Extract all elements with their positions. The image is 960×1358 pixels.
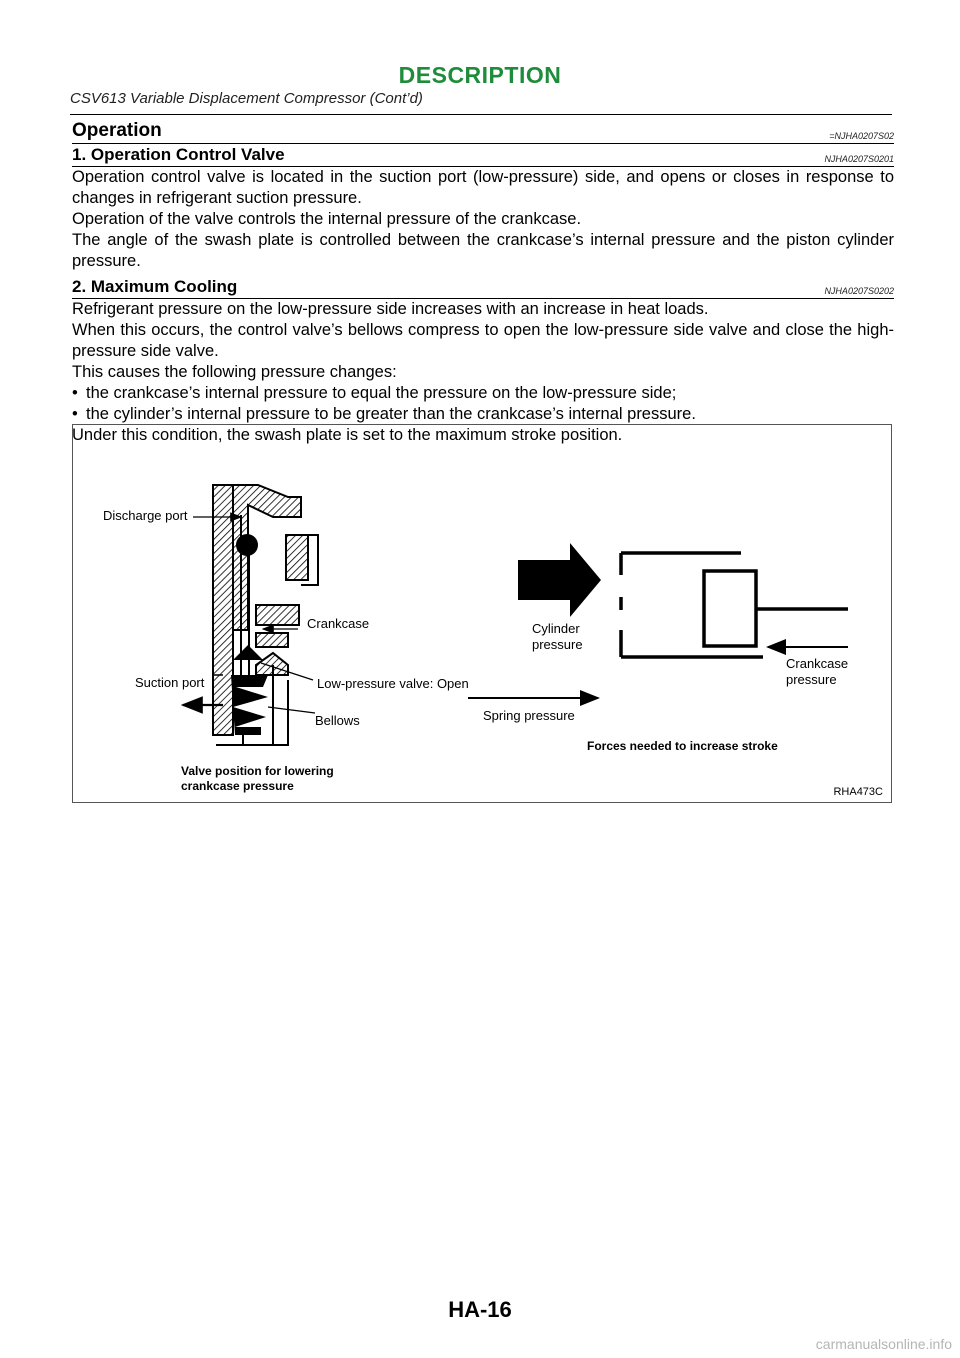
paragraph: Under this condition, the swash plate is set to the maximum stroke position. (72, 426, 623, 444)
footer-watermark: carmanualsonline.info (815, 1336, 952, 1352)
subsection-heading-1 (72, 144, 894, 167)
low-pressure-valve-label: Low-pressure valve: Open (317, 676, 469, 691)
subsection-ref-2: NJHA0207S0202 (824, 286, 894, 296)
paragraph: Refrigerant pressure on the low-pressure side increases with an increase in heat loads. (72, 300, 709, 318)
main-content (72, 119, 894, 446)
crankcase-pressure-label-2: pressure (786, 672, 837, 687)
spring-pressure-label: Spring pressure (483, 708, 575, 723)
bellows-leader (268, 707, 315, 713)
paragraph: When this occurs, the control valve’s bellows compress to open the low-pressure side valve and close the high-pressure side valve. (72, 321, 894, 360)
bullet-item (72, 404, 894, 425)
figure-code: RHA473C (833, 786, 883, 798)
valve-body (213, 485, 318, 745)
page-header (70, 62, 890, 107)
subsection-heading-2 (72, 276, 894, 299)
valve-diagram (73, 425, 891, 802)
crankcase-label: Crankcase (307, 616, 370, 631)
bullet-mark: • (72, 405, 78, 423)
cylinder (621, 553, 848, 657)
paragraph: Operation control valve is located in the suction port (low-pressure) side, and opens or closes in response to changes in refrigerant suction pressure. (72, 168, 894, 207)
header-subtitle: CSV613 Variable Displacement Compressor (Cont’d) (70, 90, 423, 107)
valve-caption-line2: crankcase pressure (181, 779, 294, 793)
paragraph: The angle of the swash plate is controlled between the crankcase’s internal pressure and the piston cylinder pressure. (72, 231, 894, 270)
subsection-title-1: 1. Operation Control Valve (72, 145, 285, 164)
paragraph: Operation of the valve controls the internal pressure of the crankcase. (72, 210, 582, 228)
forces-caption: Forces needed to increase stroke (587, 739, 778, 753)
section-title: Operation (72, 120, 162, 141)
figure-valve-diagram (72, 424, 892, 803)
bullet-item (72, 383, 894, 404)
cylinder-pressure-label-2: pressure (532, 637, 583, 652)
section-ref: =NJHA0207S02 (829, 131, 894, 141)
header-rule (70, 114, 892, 115)
bellows-label: Bellows (315, 713, 360, 728)
subsection-ref-1: NJHA0207S0201 (824, 154, 894, 164)
page-number: HA-16 (448, 1297, 512, 1322)
suction-port-label: Suction port (135, 675, 205, 690)
bullet-mark: • (72, 384, 78, 402)
subsection-title-2: 2. Maximum Cooling (72, 277, 238, 296)
section-heading (72, 119, 894, 144)
header-title: DESCRIPTION (398, 62, 562, 88)
bullet-text: the crankcase’s internal pressure to equal the pressure on the low-pressure side; (86, 384, 677, 402)
bullet-text: the cylinder’s internal pressure to be greater than the crankcase’s internal pressure. (86, 405, 696, 423)
discharge-port-label: Discharge port (103, 508, 188, 523)
cylinder-pressure-arrow (518, 543, 601, 617)
cylinder-pressure-label-1: Cylinder (532, 621, 580, 636)
crankcase-pressure-label-1: Crankcase (786, 656, 849, 671)
paragraph: This causes the following pressure changes: (72, 363, 397, 381)
valve-caption-line1: Valve position for lowering (181, 764, 334, 778)
